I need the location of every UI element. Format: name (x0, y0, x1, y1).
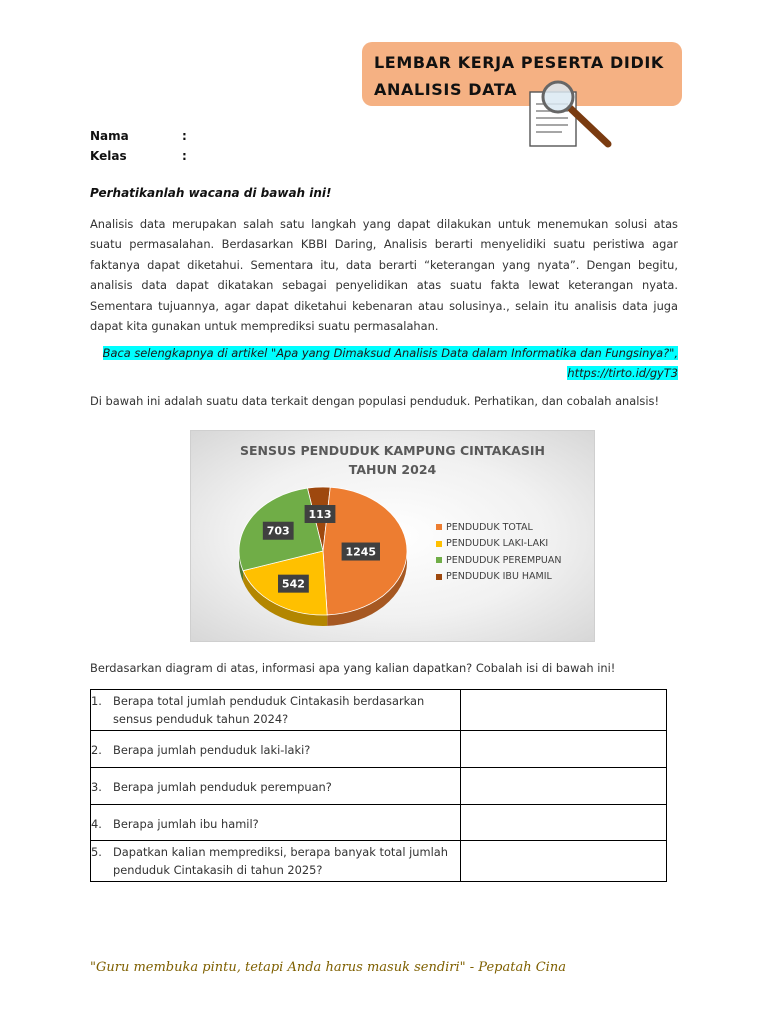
class-separator: : (182, 149, 187, 163)
legend-swatch (436, 574, 442, 580)
name-separator: : (182, 129, 187, 143)
question-row (91, 731, 667, 768)
legend-item (436, 552, 572, 569)
legend-label: PENDUDUK PEREMPUAN (446, 554, 562, 566)
worksheet-title-box (362, 42, 682, 106)
legend-item (436, 536, 572, 553)
answer-cell[interactable] (461, 731, 667, 768)
citation-line-1: Baca selengkapnya di artikel "Apa yang Dimaksud Analisis Data dalam Informatika dan Fungsinya?", (102, 346, 678, 360)
legend-label: PENDUDUK LAKI-LAKI (446, 538, 549, 550)
question-row (91, 768, 667, 805)
worksheet-title: LEMBAR KERJA PESERTA DIDIK (374, 53, 664, 72)
data-label (263, 522, 294, 540)
class-row (90, 149, 187, 163)
data-label-text: 1245 (345, 545, 377, 559)
question-table (90, 689, 667, 882)
question-cell (91, 841, 461, 882)
legend-item (436, 569, 572, 586)
question-text: Berapa jumlah penduduk laki-laki? (113, 743, 311, 757)
class-label: Kelas (90, 149, 127, 163)
answer-cell[interactable] (461, 768, 667, 805)
question-number: 4. (91, 817, 102, 831)
question-text: Berapa total jumlah penduduk Cintakasih berdasarkan sensus penduduk tahun 2024? (113, 694, 425, 726)
question-number: 5. (91, 845, 102, 859)
legend-item (436, 519, 572, 536)
footer-quote: "Guru membuka pintu, tetapi Anda harus masuk sendiri" - Pepatah Cina (90, 960, 566, 975)
magnifier-document-icon (528, 80, 618, 152)
data-label (278, 575, 309, 593)
data-label (305, 505, 336, 523)
legend-swatch (436, 524, 442, 530)
worksheet-subtitle: ANALISIS DATA (374, 80, 518, 99)
question-cell (91, 768, 461, 805)
answer-cell[interactable] (461, 841, 667, 882)
question-cell (91, 805, 461, 841)
question-cell (91, 731, 461, 768)
question-row (91, 690, 667, 731)
question-row (91, 805, 667, 841)
question-number: 1. (91, 694, 102, 708)
data-label-text: 703 (266, 524, 290, 538)
citation (78, 343, 678, 383)
legend-swatch (436, 541, 442, 547)
chart-subtitle: TAHUN 2024 (348, 462, 437, 477)
legend-swatch (436, 557, 442, 563)
legend-label: PENDUDUK TOTAL (446, 521, 533, 533)
data-label (342, 543, 380, 561)
reading-instruction: Perhatikanlah wacana di bawah ini! (90, 186, 332, 200)
question-number: 3. (91, 780, 102, 794)
questions-intro: Berdasarkan diagram di atas, informasi apa yang kalian dapatkan? Cobalah isi di bawah ini! (90, 661, 616, 675)
name-row (90, 129, 187, 143)
question-text: Berapa jumlah ibu hamil? (113, 817, 259, 831)
chart-title: SENSUS PENDUDUK KAMPUNG CINTAKASIH (240, 443, 545, 458)
data-label-text: 113 (308, 508, 332, 521)
answer-cell[interactable] (461, 805, 667, 841)
question-text: Dapatkan kalian memprediksi, berapa banyak total jumlah penduduk Cintakasih di tahun 2025? (113, 845, 448, 877)
answer-cell[interactable] (461, 690, 667, 731)
question-text: Berapa jumlah penduduk perempuan? (113, 780, 332, 794)
chart-legend (436, 519, 572, 585)
question-row (91, 841, 667, 882)
citation-link[interactable]: https://tirto.id/gyT3 (567, 366, 678, 380)
data-intro: Di bawah ini adalah suatu data terkait dengan populasi penduduk. Perhatikan, dan cobalah analsis! (90, 394, 660, 408)
question-cell (91, 690, 461, 731)
legend-label: PENDUDUK IBU HAMIL (446, 571, 552, 583)
reading-paragraph: Analisis data merupakan salah satu langkah yang dapat dilakukan untuk menemukan solusi atas suatu permasalahan. Berdasarkan KBBI Daring, Analisis berarti menyelidiki suatu peristiwa agar faktanya dapat diketahui. Sementara itu, data berarti “keterangan yang nyata”. Dengan begitu, analisis data dapat dikatakan sebagai penyelidikan atas suatu fakta lewat keterangan nyata. Sementara tujuannya, agar dapat diketahui kebenaran atau solusinya., selain itu analisis data juga dapat kita gunakan untuk memprediksi suatu permasalahan. (90, 217, 678, 334)
name-label: Nama (90, 129, 129, 143)
question-number: 2. (91, 743, 102, 757)
data-label-text: 542 (281, 577, 305, 591)
pie-chart (190, 430, 595, 642)
